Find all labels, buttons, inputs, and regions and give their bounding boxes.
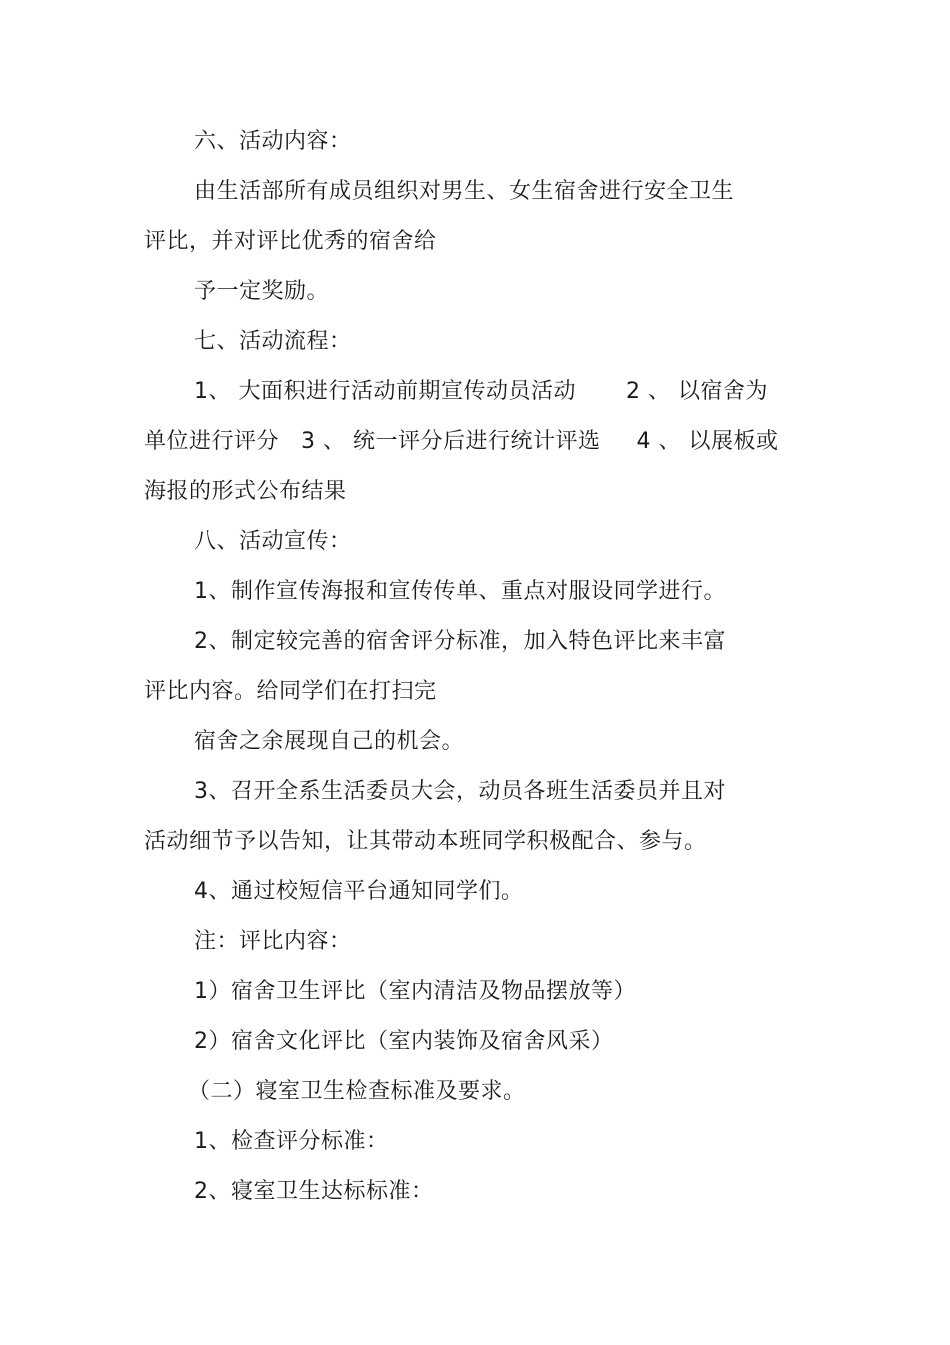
section-7-flow-line-1 <box>194 377 768 407</box>
section-8-item-2-line-3: 宿舍之余展现自己的机会。 <box>194 729 465 754</box>
section-8-item-1: 1、制作宣传海报和宣传传单、重点对服设同学进行。 <box>194 579 726 604</box>
section-8-item-3-line-2: 活动细节予以告知，让其带动本班同学积极配合、参与。 <box>144 829 707 854</box>
section-7-flow-line-2 <box>144 427 778 457</box>
note-item-1: 1）宿舍卫生评比（室内清洁及物品摆放等） <box>194 979 636 1004</box>
part-2-item-2: 2、寝室卫生达标标准： <box>194 1179 434 1204</box>
section-7-heading: 七、活动流程： <box>194 329 352 354</box>
section-6-heading: 六、活动内容： <box>194 129 352 154</box>
part-2-item-1: 1、检查评分标准： <box>194 1129 389 1154</box>
section-8-item-2-line-1: 2、制定较完善的宿舍评分标准，加入特色评比来丰富 <box>194 629 726 654</box>
note-item-2: 2）宿舍文化评比（室内装饰及宿舍风采） <box>194 1029 614 1054</box>
section-6-paragraph-line-2: 评比，并对评比优秀的宿舍给 <box>144 229 437 254</box>
flow-step-2-end: 单位进行评分 <box>144 429 280 454</box>
section-8-item-3-line-1: 3、召开全系生活委员大会，动员各班生活委员并且对 <box>194 779 726 804</box>
flow-step-4-start: 4 、 以展板或 <box>636 429 779 454</box>
part-2-heading: （二）寝室卫生检查标准及要求。 <box>188 1079 526 1104</box>
flow-step-1: 1、 大面积进行活动前期宣传动员活动 <box>194 379 576 404</box>
section-6-paragraph-line-1: 由生活部所有成员组织对男生、女生宿舍进行安全卫生 <box>194 179 735 204</box>
section-8-item-2-line-2: 评比内容。给同学们在打扫完 <box>144 679 437 704</box>
flow-step-2-start: 2 、 以宿舍为 <box>626 379 768 404</box>
flow-step-3: 3 、 统一评分后进行统计评选 <box>301 429 601 454</box>
note-heading: 注：评比内容： <box>194 929 352 954</box>
section-8-item-4: 4、通过校短信平台通知同学们。 <box>194 879 524 904</box>
section-7-flow-line-3: 海报的形式公布结果 <box>144 479 347 504</box>
section-8-heading: 八、活动宣传： <box>194 529 352 554</box>
section-6-paragraph-line-3: 予一定奖励。 <box>194 279 330 304</box>
